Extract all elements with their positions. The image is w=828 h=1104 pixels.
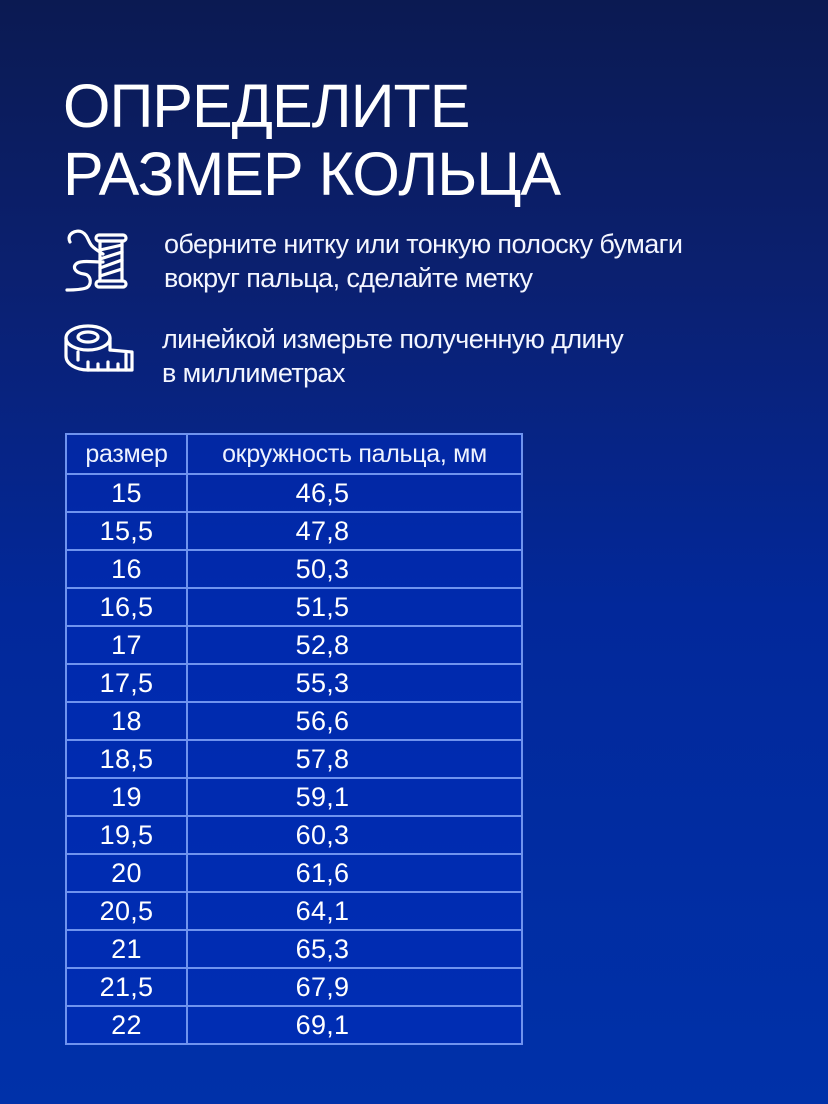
circumference-cell: 60,3 <box>187 816 522 854</box>
circumference-cell: 56,6 <box>187 702 522 740</box>
table-row <box>66 892 522 930</box>
step-1-line-1: оберните нитку или тонкую полоску бумаги <box>164 229 683 259</box>
header-circumference: окружность пальца, мм <box>187 434 522 474</box>
size-cell: 18,5 <box>66 740 187 778</box>
step-instruction-wrap <box>162 322 623 390</box>
table-row <box>66 702 522 740</box>
size-cell: 16,5 <box>66 588 187 626</box>
page-title <box>63 72 560 208</box>
circumference-cell: 51,5 <box>187 588 522 626</box>
circumference-cell: 64,1 <box>187 892 522 930</box>
circumference-cell: 50,3 <box>187 550 522 588</box>
table-row <box>66 968 522 1006</box>
table-row <box>66 474 522 512</box>
table-row <box>66 626 522 664</box>
table-row <box>66 588 522 626</box>
size-cell: 19 <box>66 778 187 816</box>
table-row <box>66 930 522 968</box>
table-row <box>66 1006 522 1044</box>
table-row <box>66 816 522 854</box>
size-cell: 21 <box>66 930 187 968</box>
size-cell: 20,5 <box>66 892 187 930</box>
circumference-cell: 47,8 <box>187 512 522 550</box>
header-size: размер <box>66 434 187 474</box>
size-cell: 17,5 <box>66 664 187 702</box>
size-cell: 17 <box>66 626 187 664</box>
step-instruction-wrap <box>164 227 682 295</box>
circumference-cell: 65,3 <box>187 930 522 968</box>
size-cell: 22 <box>66 1006 187 1044</box>
size-cell: 20 <box>66 854 187 892</box>
size-cell: 15,5 <box>66 512 187 550</box>
circumference-cell: 55,3 <box>187 664 522 702</box>
step-wrap-measure <box>62 322 623 390</box>
table-row <box>66 664 522 702</box>
step-2-line-1: линейкой измерьте полученную длину <box>162 324 624 354</box>
ring-size-table <box>65 433 523 1045</box>
table-row <box>66 740 522 778</box>
circumference-cell: 67,9 <box>187 968 522 1006</box>
measuring-tape-icon <box>62 322 136 380</box>
title-line-1: ОПРЕДЕЛИТЕ <box>63 72 470 140</box>
circumference-cell: 57,8 <box>187 740 522 778</box>
step-wrap-thread <box>62 228 682 296</box>
step-1-line-2: вокруг пальца, сделайте метку <box>164 263 533 293</box>
circumference-cell: 61,6 <box>187 854 522 892</box>
table-header-row <box>66 434 522 474</box>
title-line-2: РАЗМЕР КОЛЬЦА <box>63 140 561 208</box>
size-cell: 18 <box>66 702 187 740</box>
table-row <box>66 854 522 892</box>
size-cell: 19,5 <box>66 816 187 854</box>
table-row <box>66 512 522 550</box>
circumference-cell: 52,8 <box>187 626 522 664</box>
size-cell: 15 <box>66 474 187 512</box>
circumference-cell: 46,5 <box>187 474 522 512</box>
table-row <box>66 550 522 588</box>
thread-spool-icon <box>62 228 128 296</box>
size-cell: 16 <box>66 550 187 588</box>
table-row <box>66 778 522 816</box>
circumference-cell: 59,1 <box>187 778 522 816</box>
circumference-cell: 69,1 <box>187 1006 522 1044</box>
size-cell: 21,5 <box>66 968 187 1006</box>
step-2-line-2: в миллиметрах <box>162 358 345 388</box>
